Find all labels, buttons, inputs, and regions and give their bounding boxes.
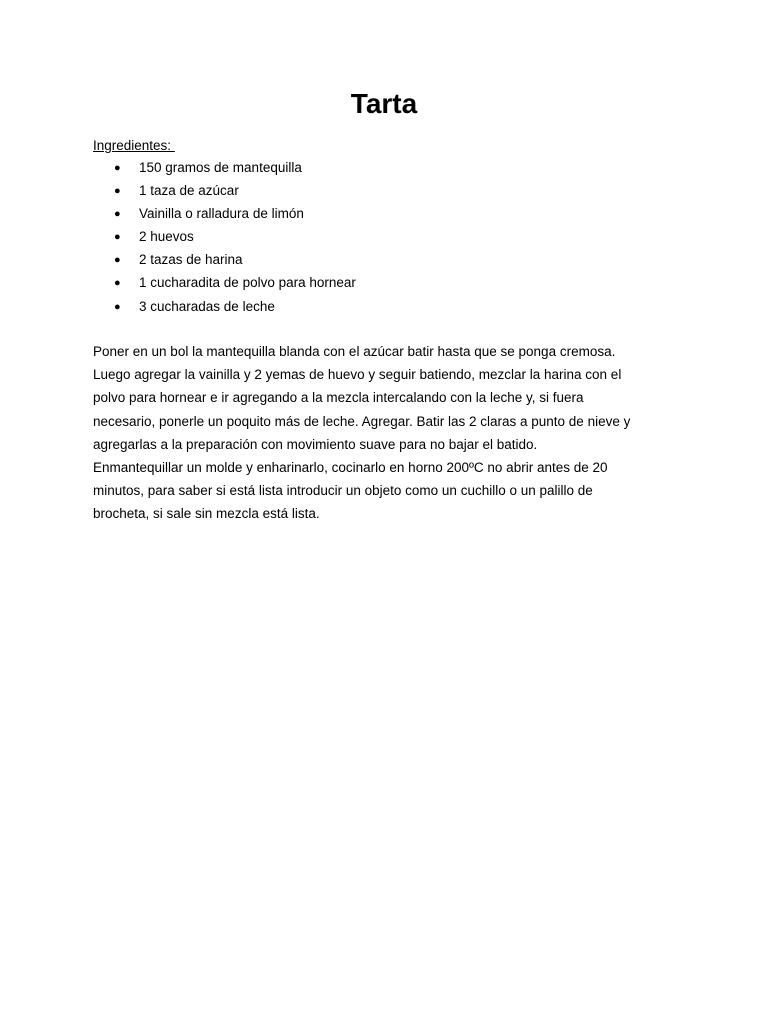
- bullet-icon: ●: [114, 162, 121, 174]
- bullet-icon: ●: [114, 300, 121, 313]
- instruction-line: necesario, ponerle un poquito más de leche. Agregar. Batir las 2 claras a punto de nieve y: [93, 413, 631, 429]
- instruction-line: Luego agregar la vainilla y 2 yemas de huevo y seguir batiendo, mezclar la harina con el: [93, 367, 622, 383]
- ingredient-text: Vainilla o ralladura de limón: [139, 206, 304, 222]
- document-title: Tarta: [350, 88, 418, 119]
- instructions-paragraph: [93, 342, 668, 528]
- bullet-icon: ●: [114, 231, 121, 244]
- bullet-icon: ●: [114, 185, 121, 198]
- instruction-line: Enmantequillar un molde y enharinarlo, cocinarlo en horno 200ºC no abrir antes de 20: [93, 459, 608, 475]
- instruction-line: brocheta, si sale sin mezcla está lista.: [93, 506, 320, 522]
- ingredient-text: 1 taza de azúcar: [139, 183, 239, 199]
- ingredients-heading: Ingredientes:: [93, 138, 175, 153]
- bullet-icon: ●: [114, 277, 121, 290]
- ingredient-text: 3 cucharadas de leche: [139, 298, 275, 314]
- bullet-icon: ●: [114, 208, 121, 221]
- instruction-line: minutos, para saber si está lista introducir un objeto como un cuchillo o un palillo de: [93, 483, 593, 499]
- instruction-line: agregarlas a la preparación con movimiento suave para no bajar el batido.: [93, 436, 538, 452]
- ingredient-text: 1 cucharadita de polvo para hornear: [139, 275, 356, 291]
- ingredient-text: 150 gramos de mantequilla: [139, 160, 302, 175]
- bullet-icon: ●: [114, 254, 121, 267]
- ingredient-text: 2 huevos: [139, 229, 194, 245]
- instruction-line: Poner en un bol la mantequilla blanda con el azúcar batir hasta que se ponga cremosa.: [93, 344, 616, 359]
- ingredient-text: 2 tazas de harina: [139, 252, 243, 268]
- instruction-line: polvo para hornear e ir agregando a la mezcla intercalando con la leche y, si fuera: [93, 390, 584, 406]
